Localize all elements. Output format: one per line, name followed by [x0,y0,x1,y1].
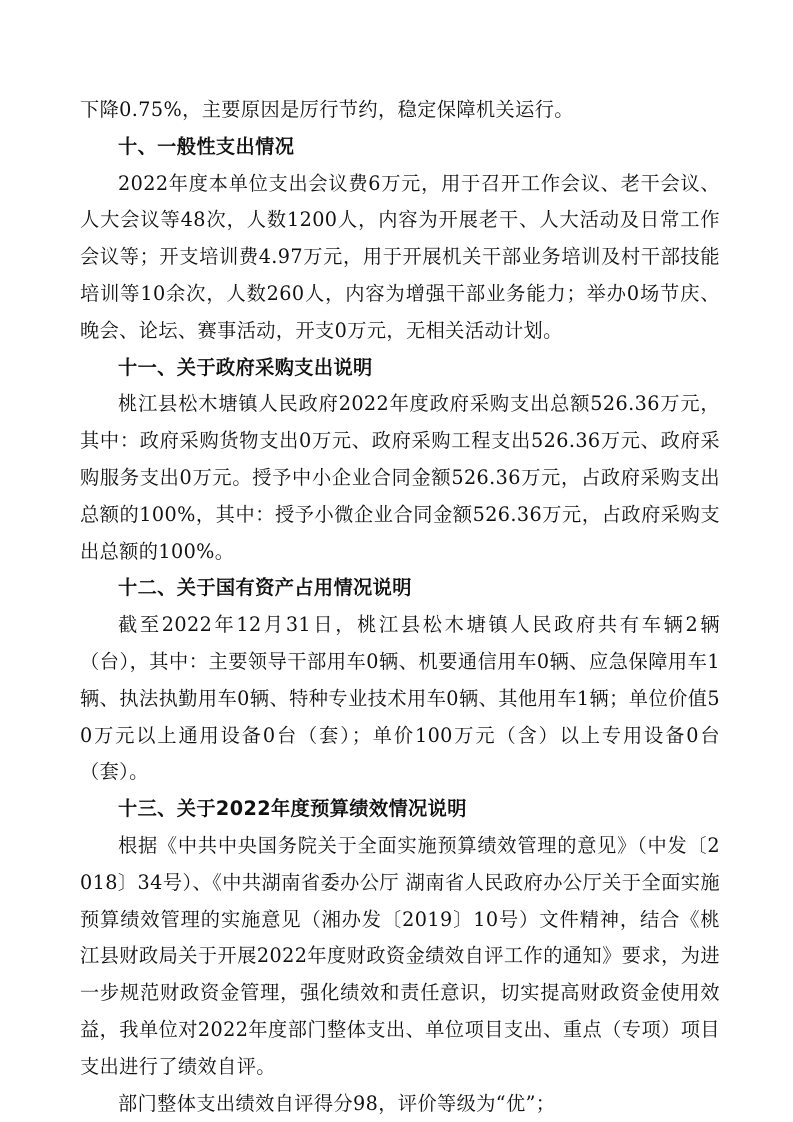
section-heading-general-expenditure: 十、一般性支出情况 [118,134,295,158]
paragraph-performance-basis: 根据《中共中央国务院关于全面实施预算绩效管理的意见》（中发〔2018〕34号）、《中共湖南省委办公厅 湖南省人民政府办公厅关于全面实施预算绩效管理的实施意见（湘办发〔2019〕10号）文件精神，结合《桃江县财政局关于开展2022年度财政资金绩效自评工作的通知》要求，为进一步规范财政资金管理，强化绩效和责任意识，切实提高财政资金使用效益，我单位对2022年度部门整体支出、单位项目支出、重点（专项）项目支出进行了绩效自评。 [80,833,720,1078]
paragraph-performance-score: 部门整体支出绩效自评得分98，评价等级为“优”； [118,1091,556,1115]
section-heading-performance: 十三、关于2022年度预算绩效情况说明 [118,797,467,821]
continuation-paragraph: 下降0.75%，主要原因是厉行节约，稳定保障机关运行。 [80,98,574,121]
document-page [80,92,720,1122]
section-heading-state-assets: 十二、关于国有资产占用情况说明 [118,576,412,600]
section-heading-procurement: 十一、关于政府采购支出说明 [118,355,373,379]
paragraph-procurement: 桃江县松木塘镇人民政府2022年度政府采购支出总额526.36万元，其中：政府采购货物支出0万元、政府采购工程支出526.36万元、政府采购服务支出0万元。授予中小企业合同金额526.36万元，占政府采购支出总额的100%，其中：授予小微企业合同金额526.36万元，占政府采购支出总额的100%。 [80,392,720,563]
paragraph-general-expenditure: 2022年度本单位支出会议费6万元，用于召开工作会议、老干会议、人大会议等48次，人数1200人，内容为开展老干、人大活动及日常工作会议等；开支培训费4.97万元，用于开展机关干部业务培训及村干部技能培训等10余次，人数260人，内容为增强干部业务能力；举办0场节庆、晚会、论坛、赛事活动，开支0万元，无相关活动计划。 [80,171,720,342]
paragraph-state-assets: 截至2022年12月31日，桃江县松木塘镇人民政府共有车辆2辆（台），其中：主要领导干部用车0辆、机要通信用车0辆、应急保障用车1辆、执法执勤用车0辆、特种专业技术用车0辆、其他用车1辆；单位价值50万元以上通用设备0台（套）；单价100万元（含）以上专用设备0台（套）。 [80,613,720,784]
